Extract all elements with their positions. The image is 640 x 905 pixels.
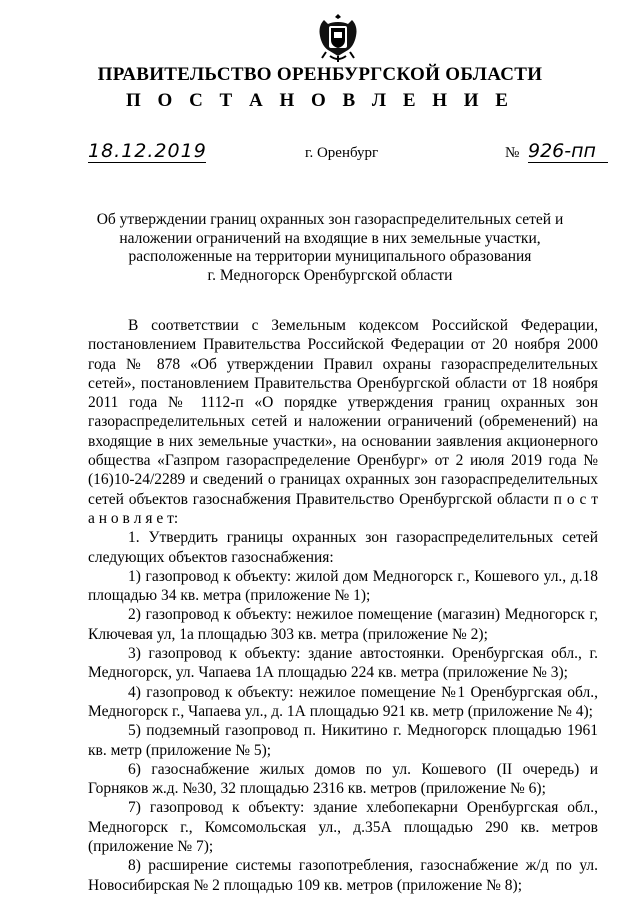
list-item: 7) газопровод к объекту: здание хлебопекарни Оренбургская обл., Медногорск г., Комсомольская ул., д.35А площадью 290 кв. метров (приложение № 7); [88, 799, 598, 856]
list-item: 5) подземный газопровод п. Никитино г. Медногорск площадью 1961 кв. метр (приложение № 5); [88, 722, 598, 759]
document-city: г. Оренбург [305, 145, 379, 161]
list-item: 8) расширение системы газопотребления, газоснабжение ж/д по ул. Новосибирская № 2 площадью 109 кв. метров (приложение № 8); [88, 857, 598, 894]
document-body [88, 316, 598, 895]
coat-of-arms-icon [316, 12, 360, 64]
subject-line: расположенные на территории муниципального образования [128, 248, 532, 265]
government-title: ПРАВИТЕЛЬСТВО ОРЕНБУРГСКОЙ ОБЛАСТИ [97, 64, 543, 85]
subject-line: г. Медногорск Оренбургской области [207, 266, 453, 284]
list-item: 2) газопровод к объекту: нежилое помещение (магазин) Медногорск г, Ключевая ул, 1а площадью 303 кв. метра (приложение № 2); [88, 606, 598, 643]
list-item: 3) газопровод к объекту: здание автостоянки. Оренбургская обл., г. Медногорск, ул. Чапаева 1А площадью 224 кв. метра (приложение № 3); [88, 645, 598, 682]
document-subject [96, 211, 564, 285]
clause-paragraph: 1. Утвердить границы охранных зон газораспределительных сетей следующих объектов газоснабжения: [88, 529, 598, 566]
number-sign: № [505, 145, 520, 161]
preamble-paragraph: В соответствии с Земельным кодексом Российской Федерации, постановлением Правительства Российской Федерации от 20 ноября 2000 года № 878 «Об утверждении Правил охраны газораспределительных сетей», постановлением Правительства Оренбургской области от 18 ноября 2011 года № 1112-п «О порядке утверждения границ охранных зон газораспределительных сетей и наложении ограничений (обременений) на входящие в них земельные участки», на основании заявления акционерного общества «Газпром газораспределение Оренбург» от 2 июля 2019 года № (16)10-24/2289 и сведений о границах охранных зон газораспределительных сетей объектов газоснабжения Правительство Оренбургской области п о с т а н о в л я е т: [88, 317, 598, 527]
document-type: П О С Т А Н О В Л Е Н И Е [126, 90, 514, 111]
list-item: 6) газоснабжение жилых домов по ул. Кошевого (II очередь) и Горняков ж.д. №30, 32 площадью 2316 кв. метров (приложение № 6); [88, 760, 598, 798]
subject-line: Об утверждении границ охранных зон газораспределительных сетей и [96, 211, 564, 228]
list-item: 4) газопровод к объекту: нежилое помещение №1 Оренбургская обл., Медногорск г., Чапаева ул., д. 1А площадью 921 кв. метр (приложение № 4); [88, 683, 598, 720]
document-date: 18.12.2019 [88, 140, 207, 162]
subject-line: наложении ограничений на входящие в них земельные участки, [119, 229, 541, 247]
list-item: 1) газопровод к объекту: жилой дом Медногорск г., Кошевого ул., д.18 площадью 34 кв. метра (приложение № 1); [88, 567, 598, 605]
document-number: 926-пп [528, 140, 608, 163]
